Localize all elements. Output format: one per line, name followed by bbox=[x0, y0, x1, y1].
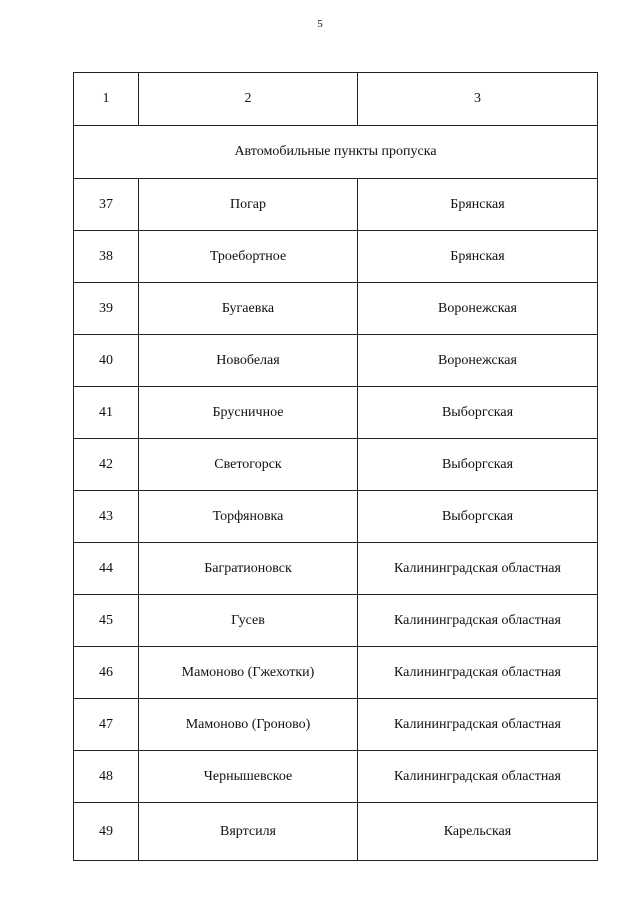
checkpoint-name: Вяртсиля bbox=[139, 803, 358, 861]
row-number: 48 bbox=[74, 751, 139, 803]
page-number: 5 bbox=[317, 18, 323, 30]
table-row bbox=[74, 283, 598, 335]
customs-name: Калининградская областная bbox=[358, 751, 598, 803]
row-number: 38 bbox=[74, 231, 139, 283]
header-cell-2: 2 bbox=[139, 73, 358, 126]
customs-name: Выборгская bbox=[358, 439, 598, 491]
row-number: 45 bbox=[74, 595, 139, 647]
table-row bbox=[74, 179, 598, 231]
checkpoint-name: Бугаевка bbox=[139, 283, 358, 335]
customs-name: Брянская bbox=[358, 231, 598, 283]
row-number: 42 bbox=[74, 439, 139, 491]
table-row bbox=[74, 751, 598, 803]
table-row bbox=[74, 699, 598, 751]
table-row bbox=[74, 595, 598, 647]
table-row bbox=[74, 647, 598, 699]
checkpoint-name: Мамоново (Гжехотки) bbox=[139, 647, 358, 699]
row-number: 47 bbox=[74, 699, 139, 751]
customs-name: Воронежская bbox=[358, 283, 598, 335]
row-number: 40 bbox=[74, 335, 139, 387]
header-cell-1: 1 bbox=[74, 73, 139, 126]
table-row bbox=[74, 231, 598, 283]
table-row bbox=[74, 387, 598, 439]
table-header-row bbox=[74, 73, 598, 126]
checkpoint-name: Багратионовск bbox=[139, 543, 358, 595]
customs-name: Воронежская bbox=[358, 335, 598, 387]
checkpoint-name: Брусничное bbox=[139, 387, 358, 439]
customs-name: Брянская bbox=[358, 179, 598, 231]
checkpoint-name: Мамоново (Гроново) bbox=[139, 699, 358, 751]
row-number: 49 bbox=[74, 803, 139, 861]
checkpoint-name: Погар bbox=[139, 179, 358, 231]
customs-name: Калининградская областная bbox=[358, 595, 598, 647]
row-number: 37 bbox=[74, 179, 139, 231]
checkpoints-table bbox=[73, 72, 598, 861]
checkpoint-name: Новобелая bbox=[139, 335, 358, 387]
table-row bbox=[74, 439, 598, 491]
checkpoint-name: Чернышевское bbox=[139, 751, 358, 803]
table-row bbox=[74, 543, 598, 595]
table-row bbox=[74, 335, 598, 387]
customs-name: Калининградская областная bbox=[358, 543, 598, 595]
checkpoint-name: Светогорск bbox=[139, 439, 358, 491]
row-number: 46 bbox=[74, 647, 139, 699]
table-row bbox=[74, 491, 598, 543]
customs-name: Калининградская областная bbox=[358, 699, 598, 751]
section-title: Автомобильные пункты пропуска bbox=[74, 126, 598, 179]
row-number: 39 bbox=[74, 283, 139, 335]
checkpoint-name: Торфяновка bbox=[139, 491, 358, 543]
checkpoint-name: Троебортное bbox=[139, 231, 358, 283]
section-row bbox=[74, 126, 598, 179]
customs-name: Калининградская областная bbox=[358, 647, 598, 699]
customs-name: Выборгская bbox=[358, 387, 598, 439]
customs-name: Карельская bbox=[358, 803, 598, 861]
checkpoint-name: Гусев bbox=[139, 595, 358, 647]
customs-name: Выборгская bbox=[358, 491, 598, 543]
row-number: 43 bbox=[74, 491, 139, 543]
table-row bbox=[74, 803, 598, 861]
row-number: 44 bbox=[74, 543, 139, 595]
row-number: 41 bbox=[74, 387, 139, 439]
header-cell-3: 3 bbox=[358, 73, 598, 126]
